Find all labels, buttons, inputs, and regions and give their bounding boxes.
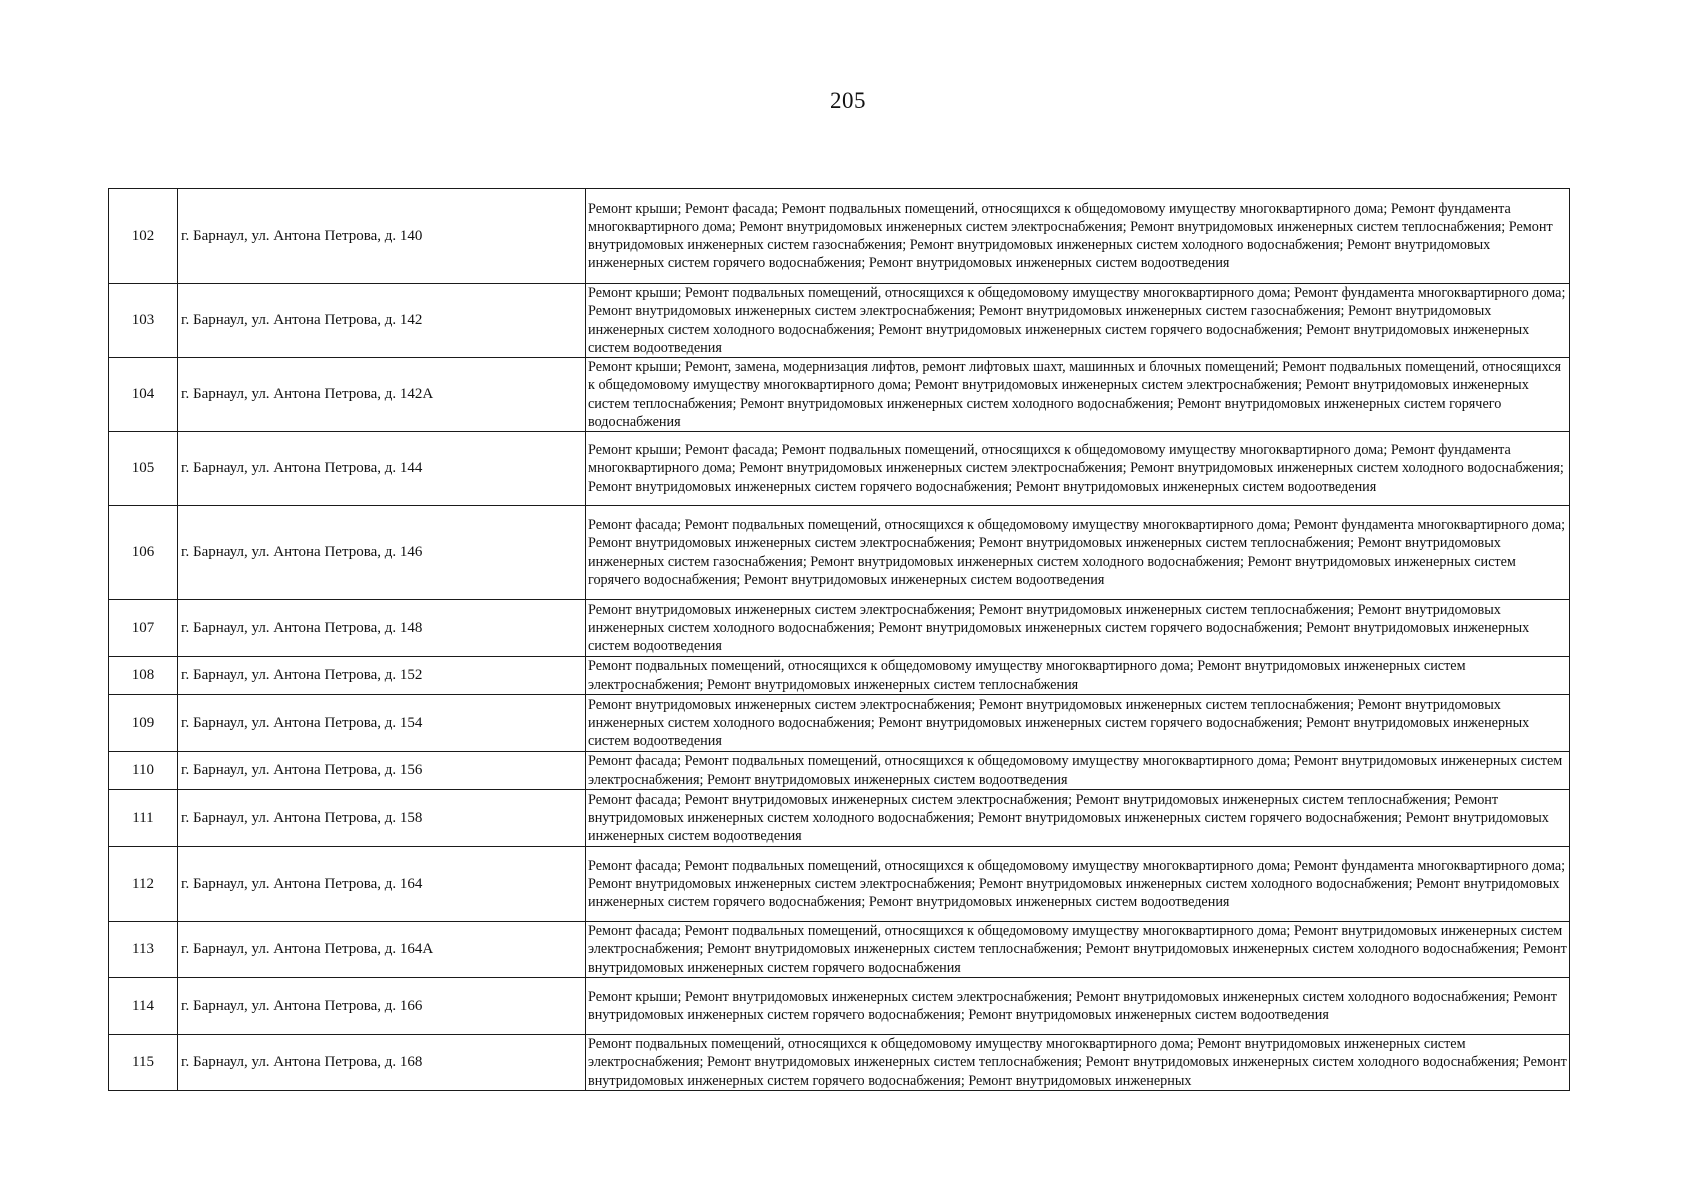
row-number: 115 — [109, 1035, 178, 1091]
table-row — [109, 978, 1570, 1035]
row-address: г. Барнаул, ул. Антона Петрова, д. 140 — [178, 189, 586, 284]
row-address: г. Барнаул, ул. Антона Петрова, д. 152 — [178, 657, 586, 695]
row-number: 110 — [109, 752, 178, 790]
row-works: Ремонт фасада; Ремонт подвальных помещений, относящихся к общедомовому имуществу многоквартирного дома; Ремонт внутридомовых инженерных систем электроснабжения; Ремонт внутридомовых инженерных систем теплоснабжения; Ремонт внутридомовых инженерных систем холодного водоснабжения; Ремонт внутридомовых инженерных систем горячего водоснабжения — [586, 922, 1570, 978]
table-row — [109, 432, 1570, 506]
row-works: Ремонт внутридомовых инженерных систем электроснабжения; Ремонт внутридомовых инженерных систем теплоснабжения; Ремонт внутридомовых инженерных систем холодного водоснабжения; Ремонт внутридомовых инженерных систем горячего водоснабжения; Ремонт внутридомовых инженерных систем водоотведения — [586, 695, 1570, 752]
row-works: Ремонт фасада; Ремонт подвальных помещений, относящихся к общедомовому имуществу многоквартирного дома; Ремонт внутридомовых инженерных систем электроснабжения; Ремонт внутридомовых инженерных систем водоотведения — [586, 752, 1570, 790]
table-row — [109, 847, 1570, 922]
repair-program-table-wrapper — [108, 188, 1570, 1091]
table-row — [109, 600, 1570, 657]
table-row — [109, 752, 1570, 790]
row-number: 114 — [109, 978, 178, 1035]
row-number: 104 — [109, 358, 178, 432]
row-address: г. Барнаул, ул. Антона Петрова, д. 164 — [178, 847, 586, 922]
row-number: 103 — [109, 284, 178, 358]
table-row — [109, 695, 1570, 752]
page-number: 205 — [830, 88, 866, 113]
row-address: г. Барнаул, ул. Антона Петрова, д. 166 — [178, 978, 586, 1035]
row-works: Ремонт крыши; Ремонт подвальных помещений, относящихся к общедомовому имуществу многоквартирного дома; Ремонт фундамента многоквартирного дома; Ремонт внутридомовых инженерных систем электроснабжения; Ремонт внутридомовых инженерных систем газоснабжения; Ремонт внутридомовых инженерных систем холодного водоснабжения; Ремонт внутридомовых инженерных систем горячего водоснабжения; Ремонт внутридомовых инженерных систем водоотведения — [586, 284, 1570, 358]
row-address: г. Барнаул, ул. Антона Петрова, д. 156 — [178, 752, 586, 790]
row-works: Ремонт внутридомовых инженерных систем электроснабжения; Ремонт внутридомовых инженерных систем теплоснабжения; Ремонт внутридомовых инженерных систем холодного водоснабжения; Ремонт внутридомовых инженерных систем горячего водоснабжения; Ремонт внутридомовых инженерных систем водоотведения — [586, 600, 1570, 657]
row-number: 107 — [109, 600, 178, 657]
row-works: Ремонт фасада; Ремонт подвальных помещений, относящихся к общедомовому имуществу многоквартирного дома; Ремонт фундамента многоквартирного дома; Ремонт внутридомовых инженерных систем электроснабжения; Ремонт внутридомовых инженерных систем холодного водоснабжения; Ремонт внутридомовых инженерных систем горячего водоснабжения; Ремонт внутридомовых инженерных систем водоотведения — [586, 847, 1570, 922]
row-address: г. Барнаул, ул. Антона Петрова, д. 148 — [178, 600, 586, 657]
row-number: 112 — [109, 847, 178, 922]
table-row — [109, 284, 1570, 358]
row-works: Ремонт подвальных помещений, относящихся к общедомовому имуществу многоквартирного дома; Ремонт внутридомовых инженерных систем электроснабжения; Ремонт внутридомовых инженерных систем теплоснабжения; Ремонт внутридомовых инженерных систем холодного водоснабжения; Ремонт внутридомовых инженерных систем горячего водоснабжения; Ремонт внутридомовых инженерных — [586, 1035, 1570, 1091]
table-row — [109, 506, 1570, 600]
row-works: Ремонт фасада; Ремонт подвальных помещений, относящихся к общедомовому имуществу многоквартирного дома; Ремонт фундамента многоквартирного дома; Ремонт внутридомовых инженерных систем электроснабжения; Ремонт внутридомовых инженерных систем теплоснабжения; Ремонт внутридомовых инженерных систем газоснабжения; Ремонт внутридомовых инженерных систем холодного водоснабжения; Ремонт внутридомовых инженерных систем горячего водоснабжения; Ремонт внутридомовых инженерных систем водоотведения — [586, 506, 1570, 600]
table-row — [109, 1035, 1570, 1091]
row-address: г. Барнаул, ул. Антона Петрова, д. 142А — [178, 358, 586, 432]
row-works: Ремонт крыши; Ремонт фасада; Ремонт подвальных помещений, относящихся к общедомовому имуществу многоквартирного дома; Ремонт фундамента многоквартирного дома; Ремонт внутридомовых инженерных систем электроснабжения; Ремонт внутридомовых инженерных систем теплоснабжения; Ремонт внутридомовых инженерных систем газоснабжения; Ремонт внутридомовых инженерных систем холодного водоснабжения; Ремонт внутридомовых инженерных систем горячего водоснабжения; Ремонт внутридомовых инженерных систем водоотведения — [586, 189, 1570, 284]
row-number: 111 — [109, 790, 178, 847]
table-row — [109, 358, 1570, 432]
row-number: 108 — [109, 657, 178, 695]
row-address: г. Барнаул, ул. Антона Петрова, д. 144 — [178, 432, 586, 506]
row-address: г. Барнаул, ул. Антона Петрова, д. 164А — [178, 922, 586, 978]
row-number: 106 — [109, 506, 178, 600]
row-works: Ремонт крыши; Ремонт внутридомовых инженерных систем электроснабжения; Ремонт внутридомовых инженерных систем холодного водоснабжения; Ремонт внутридомовых инженерных систем горячего водоснабжения; Ремонт внутридомовых инженерных систем водоотведения — [586, 978, 1570, 1035]
repair-program-table — [108, 188, 1570, 1091]
row-address: г. Барнаул, ул. Антона Петрова, д. 146 — [178, 506, 586, 600]
row-number: 113 — [109, 922, 178, 978]
row-works: Ремонт фасада; Ремонт внутридомовых инженерных систем электроснабжения; Ремонт внутридомовых инженерных систем теплоснабжения; Ремонт внутридомовых инженерных систем холодного водоснабжения; Ремонт внутридомовых инженерных систем горячего водоснабжения; Ремонт внутридомовых инженерных систем водоотведения — [586, 790, 1570, 847]
row-works: Ремонт крыши; Ремонт фасада; Ремонт подвальных помещений, относящихся к общедомовому имуществу многоквартирного дома; Ремонт фундамента многоквартирного дома; Ремонт внутридомовых инженерных систем электроснабжения; Ремонт внутридомовых инженерных систем холодного водоснабжения; Ремонт внутридомовых инженерных систем горячего водоснабжения; Ремонт внутридомовых инженерных систем водоотведения — [586, 432, 1570, 506]
row-number: 109 — [109, 695, 178, 752]
row-works: Ремонт крыши; Ремонт, замена, модернизация лифтов, ремонт лифтовых шахт, машинных и блочных помещений; Ремонт подвальных помещений, относящихся к общедомовому имуществу многоквартирного дома; Ремонт внутридомовых инженерных систем электроснабжения; Ремонт внутридомовых инженерных систем теплоснабжения; Ремонт внутридомовых инженерных систем холодного водоснабжения; Ремонт внутридомовых инженерных систем горячего водоснабжения — [586, 358, 1570, 432]
table-row — [109, 657, 1570, 695]
row-address: г. Барнаул, ул. Антона Петрова, д. 154 — [178, 695, 586, 752]
table-row — [109, 922, 1570, 978]
row-number: 105 — [109, 432, 178, 506]
row-address: г. Барнаул, ул. Антона Петрова, д. 158 — [178, 790, 586, 847]
table-row — [109, 790, 1570, 847]
row-works: Ремонт подвальных помещений, относящихся к общедомовому имуществу многоквартирного дома; Ремонт внутридомовых инженерных систем электроснабжения; Ремонт внутридомовых инженерных систем теплоснабжения — [586, 657, 1570, 695]
table-row — [109, 189, 1570, 284]
row-address: г. Барнаул, ул. Антона Петрова, д. 142 — [178, 284, 586, 358]
row-number: 102 — [109, 189, 178, 284]
row-address: г. Барнаул, ул. Антона Петрова, д. 168 — [178, 1035, 586, 1091]
